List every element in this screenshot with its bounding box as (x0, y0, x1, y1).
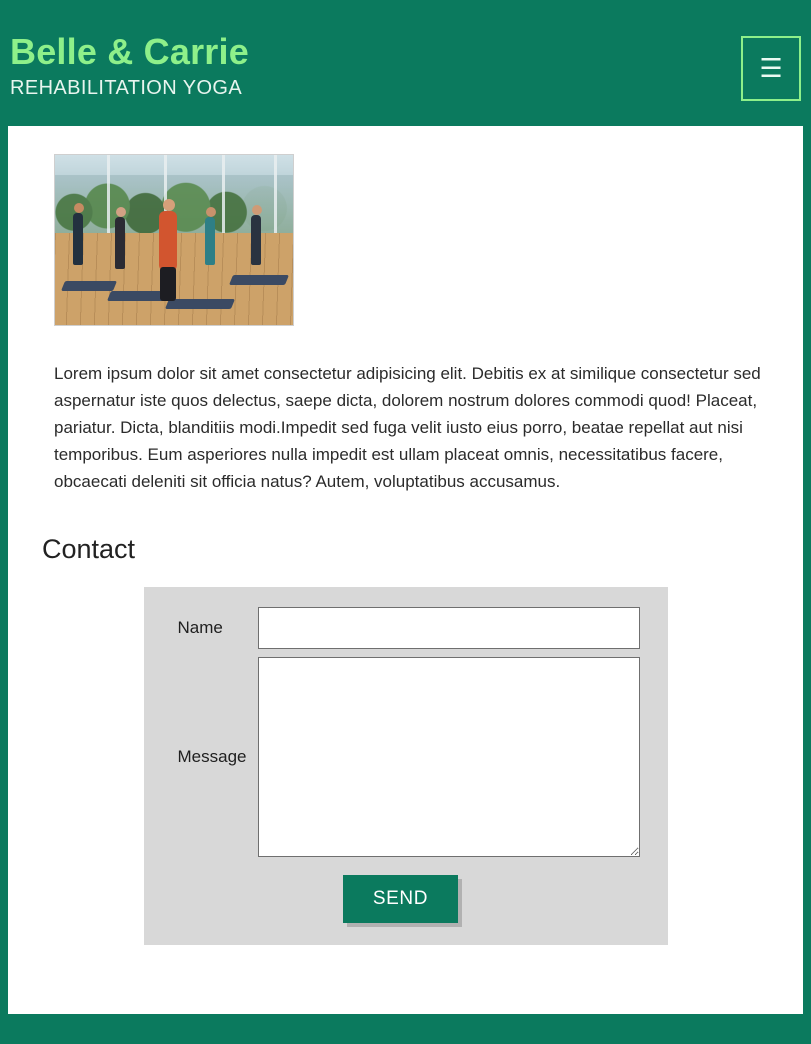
hamburger-menu-icon[interactable]: ☰ (741, 36, 801, 101)
yoga-instructor (159, 211, 177, 271)
yoga-participant (251, 215, 261, 265)
site-header (0, 0, 811, 126)
hero-image (54, 154, 294, 326)
footer-strip (0, 1014, 811, 1036)
name-label: Name (177, 618, 223, 637)
submit-row (162, 875, 640, 923)
yoga-participant-head (74, 203, 84, 213)
yoga-participant-head (252, 205, 262, 215)
intro-paragraph: Lorem ipsum dolor sit amet consectetur adipisicing elit. Debitis ex at similique consectetur sed aspernatur iste quos delectus, saepe dicta, dolorem nostrum dolores commodi quod! Placeat, pariatur. Dicta, blanditiis modi.Impedit sed fuga velit iusto eius porro, beatae repellat aut nisi temporibus. Eum asperiores nulla impedit est ullam placeat omnis, necessitatibus facere, obcaecati deleniti sit officia natus? Autem, voluptatibus accusamus. (54, 364, 761, 491)
yoga-participant (73, 213, 83, 265)
message-input[interactable] (258, 657, 640, 857)
yoga-mat (165, 299, 235, 309)
yoga-participant-head (206, 207, 216, 217)
yoga-participant (115, 217, 125, 269)
send-button[interactable]: SEND (343, 875, 458, 923)
yoga-participant-head (116, 207, 126, 217)
yoga-instructor-legs (160, 267, 176, 301)
content-card (8, 126, 803, 1014)
brand (10, 32, 249, 100)
name-row (162, 607, 640, 649)
brand-title: Belle & Carrie (10, 31, 249, 72)
yoga-participant (205, 217, 215, 265)
message-label: Message (177, 747, 247, 766)
yoga-instructor-head (163, 199, 175, 211)
message-row (162, 657, 640, 857)
yoga-mat (229, 275, 289, 285)
yoga-mat (61, 281, 117, 291)
contact-heading: Contact (42, 534, 136, 564)
contact-form (144, 587, 668, 945)
name-input[interactable] (258, 607, 640, 649)
brand-subtitle: REHABILITATION YOGA (10, 77, 243, 99)
